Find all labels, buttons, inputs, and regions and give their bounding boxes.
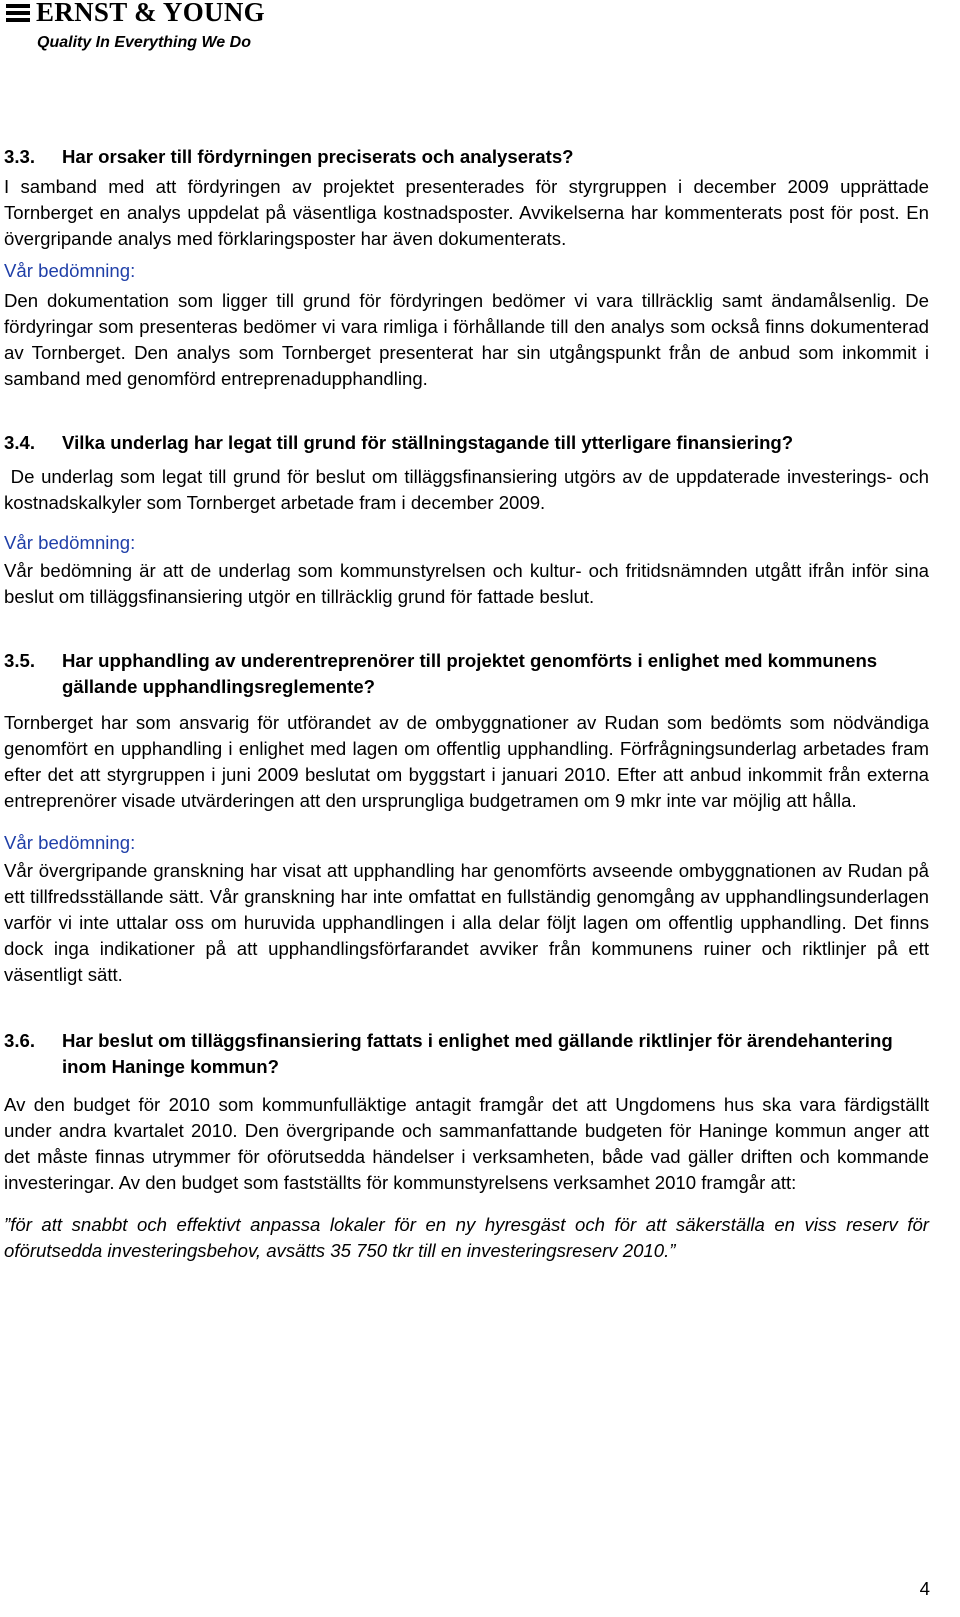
- section-title: Har orsaker till fördyrningen preciserats och analyserats?: [62, 146, 574, 167]
- section-paragraph: I samband med att fördyringen av projektet presenterades för styrgruppen i december 2009 upprättade Tornberget en analys uppdelat på väsentliga kostnadsposter. Avvikelserna har kommenterats post för post. En övergripande analys med förklaringsposter har även dokumenterats.: [4, 176, 929, 249]
- brand-tagline: Quality In Everything We Do: [37, 34, 251, 51]
- section-number: 3.3.: [4, 146, 36, 167]
- page-number: 4: [919, 1578, 930, 1599]
- budget-quote: ”för att snabbt och effektivt anpassa lokaler för en ny hyresgäst och för att säkerställa en viss reserv för oförutsedda investeringsbehov, avsätts 35 750 tkr till en investeringsreserv 2010.”: [4, 1214, 929, 1261]
- section-title: Har upphandling av underentreprenörer till projektet genomförts i enlighet med kommunens gällande upphandlingsreglemente?: [62, 650, 878, 697]
- document-body: [4, 144, 935, 1264]
- assessment-label: Vår bedömning:: [4, 532, 136, 553]
- section-title: Vilka underlag har legat till grund för ställningstagande till ytterligare finansiering?: [62, 432, 794, 453]
- section-title: Har beslut om tilläggsfinansiering fattats i enlighet med gällande riktlinjer för ärendehantering inom Haninge kommun?: [62, 1030, 893, 1077]
- section-number: 3.4.: [4, 432, 36, 453]
- section-heading-3-5: [4, 648, 929, 700]
- brand-name: ERNST & YOUNG: [36, 0, 265, 27]
- ernst-young-logo: [4, 0, 304, 60]
- assessment-label: Vår bedömning:: [4, 260, 136, 281]
- section-paragraph: Av den budget för 2010 som kommunfulläktige antagit framgår det att Ungdomens hus ska vara färdigställt under andra kvartalet 2010. Den övergripande och sammanfattande budgeten för Haninge kommun anger att det måste finnas utrymmer för oförutsedda händelser i verksamheten, både vad gäller driften och kommande investeringar. Av den budget som fastställts för kommunstyrelsens verksamhet 2010 framgår att:: [4, 1094, 929, 1193]
- section-number: 3.6.: [4, 1030, 36, 1051]
- section-paragraph: De underlag som legat till grund för beslut om tilläggsfinansiering utgörs av de uppdaterade investerings- och kostnadskalkyler som Tornberget arbetade fram i december 2009.: [4, 466, 935, 513]
- assessment-label: Vår bedömning:: [4, 832, 136, 853]
- section-heading-3-6: [4, 1028, 929, 1080]
- ernst-young-bars-icon: [6, 2, 32, 26]
- section-paragraph: Tornberget har som ansvarig för utförandet av de ombyggnationer av Rudan som bedömts som nödvändiga genomfört en upphandling i enlighet med lagen om offentlig upphandling. Förfrågningsunderlag arbetades fram efter det att styrgruppen i juni 2009 beslutat om byggstart i januari 2010. Efter att anbud inkommit från externa entreprenörer visade utvärderingen att den ursprungliga budgetramen om 9 mkr inte var möjlig att hålla.: [4, 712, 929, 811]
- section-number: 3.5.: [4, 650, 36, 671]
- assessment-paragraph: Vår bedömning är att de underlag som kommunstyrelsen och kultur- och fritidsnämnden utgått ifrån inför sina beslut om tilläggsfinansiering utgör en tillräcklig grund för fattade beslut.: [4, 560, 929, 607]
- assessment-paragraph: Den dokumentation som ligger till grund för fördyringen bedömer vi vara tillräcklig samt ändamålsenlig. De fördyringar som presenteras bedömer vi vara rimliga i förhållande till den analys som också finns dokumenterad av Tornberget. Den analys som Tornberget presenterat har sin utgångspunkt från de anbud som inkommit i samband med genomförd entreprenadupphandling.: [4, 290, 929, 389]
- assessment-paragraph: Vår övergripande granskning har visat att upphandling har genomförts avseende ombyggnationen av Rudan på ett tillfredsställande sätt. Vår granskning har inte omfattat en fullständig genomgång av upphandlingsunderlagen varför vi inte uttalar oss om huruvida upphandlingen i alla delar följt lagen om offentlig upphandling. Det finns dock inga indikationer på att upphandlingsförfarandet avviker från kommunens ruiner och riktlinjer på ett väsentligt sätt.: [4, 860, 929, 985]
- section-heading-3-3: [4, 144, 929, 170]
- section-heading-3-4: [4, 430, 929, 456]
